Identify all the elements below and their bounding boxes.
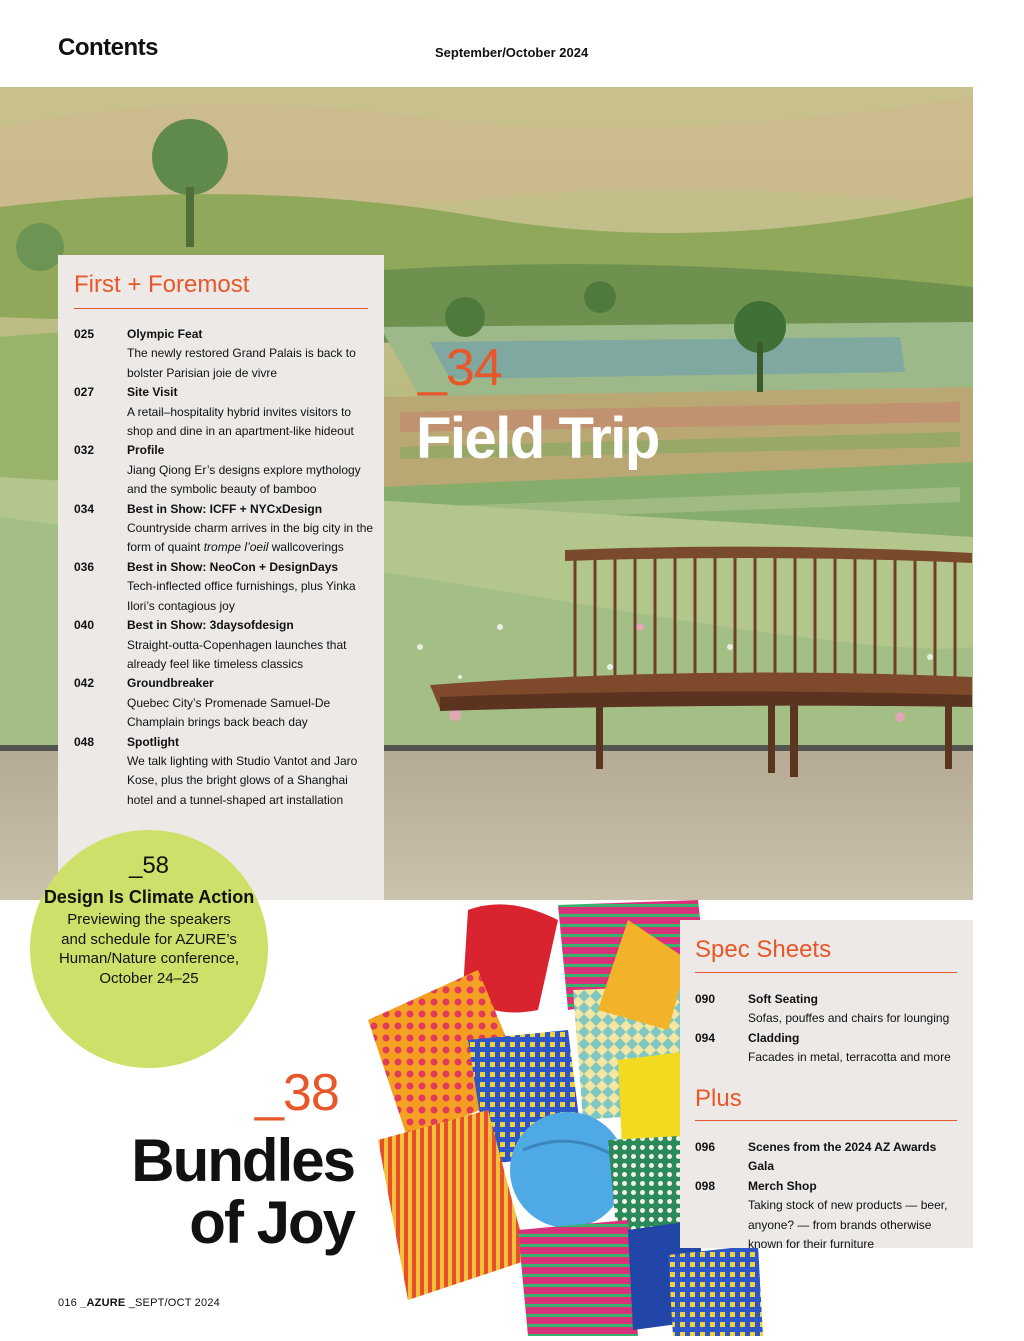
- bundles-title: Bundles of Joy: [131, 1127, 354, 1256]
- toc-item[interactable]: [74, 674, 374, 732]
- toc-item-description: The newly restored Grand Palais is back to bolster Parisian joie de vivre: [127, 346, 356, 380]
- issue-date: September/October 2024: [435, 45, 589, 60]
- callout-title: Design Is Climate Action: [43, 887, 255, 907]
- toc-item[interactable]: [74, 383, 374, 441]
- spec-sheets-list: [695, 990, 965, 1068]
- callout-description: Previewing the speakers and schedule for AZURE’s Human/Nature conference, October 24–25: [58, 911, 240, 987]
- toc-item-title: Scenes from the 2024 AZ Awards Gala: [748, 1140, 937, 1174]
- field-trip-page-number: _34: [418, 339, 502, 397]
- page-folio: [58, 1297, 220, 1309]
- toc-page-number: 096: [695, 1140, 716, 1154]
- page-title: Contents: [58, 34, 158, 61]
- toc-item-description: Taking stock of new products — beer, anyone? — from brands otherwise known for their furniture: [748, 1198, 948, 1252]
- toc-item-description: Countryside charm arrives in the big city in the form of quaint trompe l’oeil wallcoverings: [127, 521, 374, 555]
- spec-sheets-panel: [680, 920, 973, 1252]
- toc-item-title: Best in Show: ICFF + NYCxDesign: [127, 501, 323, 516]
- plus-list: [695, 1138, 965, 1254]
- toc-item-description: Quebec City’s Promenade Samuel-De Champlain brings back beach day: [127, 695, 331, 730]
- section-divider: [695, 972, 957, 973]
- bundles-page-number: _38: [255, 1064, 339, 1122]
- toc-item-title: Merch Shop: [748, 1178, 817, 1193]
- toc-item-title: Groundbreaker: [127, 676, 214, 691]
- folio-brand: _AZURE: [80, 1297, 126, 1309]
- toc-item[interactable]: [74, 500, 374, 558]
- toc-item[interactable]: [74, 441, 374, 499]
- toc-item-title: Profile: [127, 443, 165, 458]
- toc-item-title: Soft Seating: [748, 992, 819, 1006]
- toc-item[interactable]: [695, 1138, 965, 1177]
- design-climate-action-callout[interactable]: [30, 830, 268, 1068]
- toc-item[interactable]: [74, 558, 374, 616]
- toc-item-description: Straight-outta-Copenhagen launches that already feel like timeless classics: [127, 637, 347, 671]
- toc-page-number: 034: [74, 501, 95, 516]
- toc-page-number: 032: [74, 443, 95, 458]
- toc-page-number: 098: [695, 1178, 716, 1193]
- toc-page-number: 094: [695, 1030, 716, 1045]
- toc-item-title: Cladding: [748, 1030, 800, 1045]
- toc-item-title: Spotlight: [127, 734, 179, 749]
- plus-heading: Plus: [695, 1085, 742, 1112]
- toc-page-number: 090: [695, 992, 716, 1006]
- section-divider: [74, 308, 368, 309]
- first-foremost-panel: [58, 255, 384, 900]
- toc-page-number: 042: [74, 676, 95, 691]
- field-trip-title: Field Trip: [416, 406, 659, 471]
- toc-page-number: 027: [74, 385, 95, 400]
- toc-item-description: We talk lighting with Studio Vantot and Jaro Kose, plus the bright glows of a Shanghai hotel and a tunnel-shaped art installation: [127, 753, 358, 807]
- toc-item-title: Best in Show: 3daysofdesign: [127, 618, 294, 633]
- toc-page-number: 025: [74, 327, 95, 341]
- toc-page-number: 048: [74, 734, 95, 749]
- callout-page-number: _58: [128, 852, 170, 879]
- toc-item-description: Facades in metal, terracotta and more: [748, 1050, 951, 1065]
- toc-page-number: 036: [74, 559, 95, 574]
- toc-page-number: 040: [74, 618, 95, 633]
- spec-sheets-heading: Spec Sheets: [695, 936, 832, 963]
- toc-item[interactable]: [74, 733, 374, 811]
- section-divider: [695, 1120, 957, 1121]
- toc-item-description: Sofas, pouffes and chairs for lounging: [748, 1011, 950, 1026]
- first-foremost-list: [74, 325, 374, 810]
- toc-item-description: Tech-inflected office furnishings, plus Yinka Ilori’s contagious joy: [127, 579, 356, 613]
- first-foremost-heading: First + Foremost: [74, 271, 250, 298]
- toc-item-title: Olympic Feat: [127, 327, 203, 341]
- toc-item[interactable]: [695, 990, 965, 1029]
- folio-page-number: 016: [58, 1297, 77, 1309]
- toc-item-description: A retail–hospitality hybrid invites visitors to shop and dine in an apartment-like hideout: [127, 404, 354, 439]
- toc-item[interactable]: [695, 1177, 965, 1255]
- toc-item-title: Best in Show: NeoCon + DesignDays: [127, 559, 339, 574]
- toc-item-title: Site Visit: [127, 385, 178, 400]
- toc-item[interactable]: [74, 616, 374, 674]
- toc-item[interactable]: [695, 1029, 965, 1068]
- toc-item[interactable]: [74, 325, 374, 383]
- folio-issue: _SEPT/OCT 2024: [128, 1297, 220, 1309]
- toc-item-description: Jiang Qiong Er’s designs explore mythology and the symbolic beauty of bamboo: [127, 462, 361, 497]
